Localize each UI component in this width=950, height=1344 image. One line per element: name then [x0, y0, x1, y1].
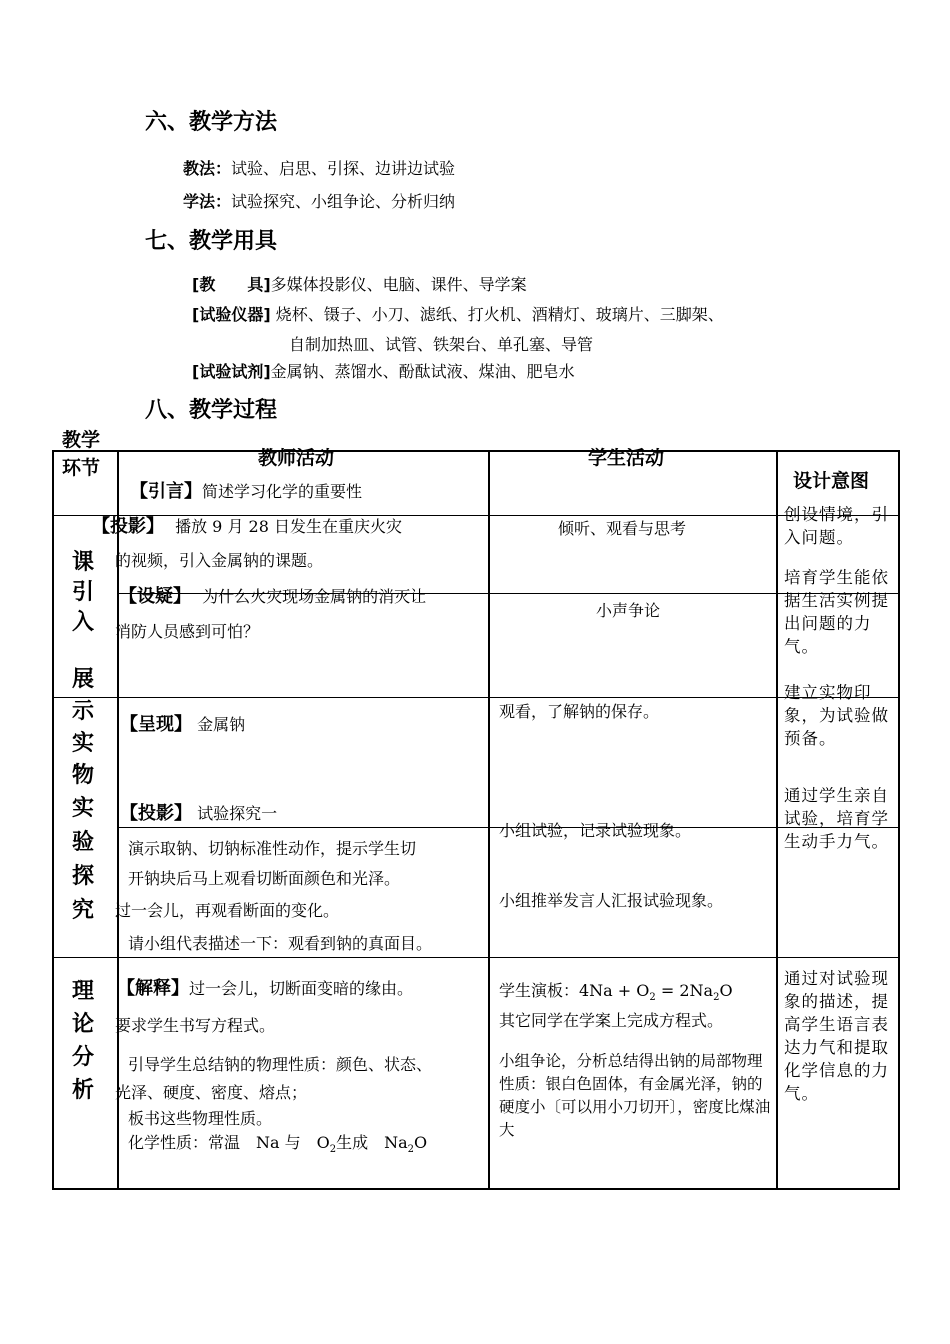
stage-char: 展: [72, 667, 95, 692]
stage-char: 实: [72, 731, 95, 756]
stage-char: 物: [72, 763, 95, 788]
projection2-line: [120, 799, 277, 825]
intro-tag: 【引言】: [130, 481, 202, 502]
intent-i4: 通过学生亲自试验，培育学生动手力气。: [784, 786, 889, 851]
chem-text2: 生成 Na: [336, 1133, 408, 1152]
experiment-text3: 过一会儿，再观看断面的变化。: [115, 901, 340, 920]
show-line: [120, 710, 245, 736]
row-rule-show: [52, 697, 900, 698]
learn-method-value: 试验探究、小组争论、分析归纳: [231, 192, 456, 211]
chem-text: 化学性质：常温 Na 与 O: [128, 1133, 330, 1152]
reagents-line: [192, 359, 575, 382]
stage-header-line2: 环节: [62, 457, 101, 479]
table-top-border: [52, 450, 900, 452]
experiment-text2: 开钠块后马上观看切断面颜色和光泽。: [128, 869, 401, 888]
learn-method-line: [183, 189, 455, 212]
question-line: [119, 582, 426, 608]
table-bottom-border: [52, 1188, 900, 1190]
intent-i2: 培育学生能依据生活实例提出问题的力气。: [784, 568, 889, 656]
projection1-text1: 播放 9 月 28 日发生在重庆火灾: [175, 517, 402, 536]
reagents-value: 金属钠、蒸馏水、酚酞试液、煤油、肥皂水: [270, 362, 575, 381]
chemical-property-line: [128, 1130, 427, 1155]
stage-theory: [72, 975, 94, 1107]
stage-char: 探: [72, 864, 95, 889]
student-r1: 倾听、观看与思考: [558, 519, 687, 538]
methods-heading: 六、教学方法: [145, 110, 278, 135]
projection2-text: 试验探究一: [197, 804, 278, 823]
guide-text3: 板书这些物理性质。: [128, 1109, 273, 1128]
eq-prefix: 学生演板：4Na + O: [499, 981, 650, 1000]
projection1-tag: 【投影】: [92, 516, 164, 537]
student-r2: 小声争论: [596, 601, 661, 620]
table-col2-border: [488, 450, 490, 1190]
stage-char: 分: [72, 1045, 95, 1070]
experiment-text4: 请小组代表描述一下：观看到钠的真面目。: [128, 934, 433, 953]
stage-char: 验: [72, 830, 95, 855]
instruments-value-1: 烧杯、镊子、小刀、滤纸、打火机、酒精灯、玻璃片、三脚架、: [275, 305, 724, 324]
intro-text: 简述学习化学的重要性: [202, 482, 363, 501]
intent-i1: 创设情境，引入问题。: [784, 505, 889, 547]
row-rule-theory: [52, 957, 900, 958]
teacher-header: 教师活动: [258, 447, 335, 469]
tools-heading: 七、教学用具: [145, 229, 278, 254]
teaching-tools-value: 多媒体投影仪、电脑、课件、导学案: [270, 275, 527, 294]
guide-text2: 光泽、硬度、密度、熔点；: [115, 1083, 308, 1102]
eq-end: O: [719, 981, 733, 1000]
stage-char: 论: [72, 1012, 95, 1037]
instruments-line: [192, 302, 724, 325]
table-right-border: [898, 450, 900, 1190]
intent-i5: 通过对试验现象的描述，提高学生语言表达力气和提取化学信息的力气。: [784, 969, 889, 1103]
show-text: 金属钠: [197, 715, 246, 734]
process-heading: 八、教学过程: [145, 398, 278, 423]
instruments-label: [试验仪器]: [192, 305, 271, 324]
teaching-tools-label: [教 具]: [192, 275, 271, 294]
student-r5: 小组推举发言人汇报试验现象。: [499, 891, 724, 910]
table-col3-border: [776, 450, 778, 1190]
explain-text1: 过一会儿，切断面变暗的缘由。: [189, 979, 414, 998]
show-tag: 【呈现】: [120, 714, 192, 735]
question-text2: 消防人员感到可怕？: [115, 622, 260, 641]
projection2-tag: 【投影】: [120, 803, 192, 824]
explain-line: [117, 974, 413, 1000]
teach-method-label: 教法：: [183, 159, 232, 178]
explain-text2: 要求学生书写方程式。: [115, 1016, 276, 1035]
stage-header-line1: 教学: [62, 429, 101, 451]
question-text1: 为什么火灾现场金属钠的消灭让: [202, 587, 427, 606]
stage-char: 入: [72, 610, 95, 635]
eq-mid: = 2Na: [655, 981, 714, 1000]
intent-header: 设计意图: [793, 470, 870, 492]
projection1-line: [92, 512, 402, 538]
teach-method-line: [183, 156, 455, 179]
stage-char: 究: [72, 898, 95, 923]
eq-sub2: 2: [713, 992, 720, 1004]
intro-line: [130, 477, 362, 503]
student-equation: [499, 978, 733, 1003]
guide-text1: 引导学生总结钠的物理性质：颜色、状态、: [128, 1055, 433, 1074]
student-r3: 观看，了解钠的保存。: [499, 702, 660, 721]
reagents-label: [试验试剂]: [192, 362, 271, 381]
chem-sub: 2: [329, 1144, 337, 1156]
stage-char: 理: [72, 979, 95, 1004]
explain-tag: 【解释】: [117, 978, 189, 999]
stage-char: 示: [72, 699, 95, 724]
projection1-text2: 的视频，引入金属钠的课题。: [115, 551, 324, 570]
student-r4: 小组试验，记录试验现象。: [499, 821, 692, 840]
stage-header: [62, 426, 100, 482]
stage-experiment: [72, 792, 94, 928]
experiment-text1: 演示取钠、切钠标准性动作，提示学生切: [128, 839, 417, 858]
table-left-border: [52, 450, 54, 1190]
student-r8: 小组争论，分析总结得出钠的局部物理性质：银白色固体，有金属光泽，钠的硬度小〔可以用小刀切开〕，密度比煤油大: [499, 1052, 771, 1139]
teach-method-value: 试验、启思、引探、边讲边试验: [231, 159, 456, 178]
student-r7: 其它同学在学案上完成方程式。: [499, 1011, 724, 1030]
stage-char: 实: [72, 796, 95, 821]
student-header: 学生活动: [588, 447, 665, 469]
stage-intro: [72, 548, 94, 638]
stage-char: 引: [72, 580, 95, 605]
learn-method-label: 学法：: [183, 192, 232, 211]
stage-char: 课: [72, 550, 95, 575]
instruments-value-2: 自制加热皿、试管、铁架台、单孔塞、导管: [289, 335, 594, 354]
stage-show: [72, 664, 94, 792]
question-tag: 【设疑】: [119, 586, 191, 607]
chem-text3: O: [414, 1133, 428, 1152]
intent-i3: 建立实物印象，为试验做预备。: [784, 683, 889, 748]
eq-sub1: 2: [649, 992, 656, 1004]
teaching-tools-line: [192, 272, 527, 295]
stage-char: 析: [72, 1078, 95, 1103]
chem-sub2: 2: [407, 1144, 415, 1156]
